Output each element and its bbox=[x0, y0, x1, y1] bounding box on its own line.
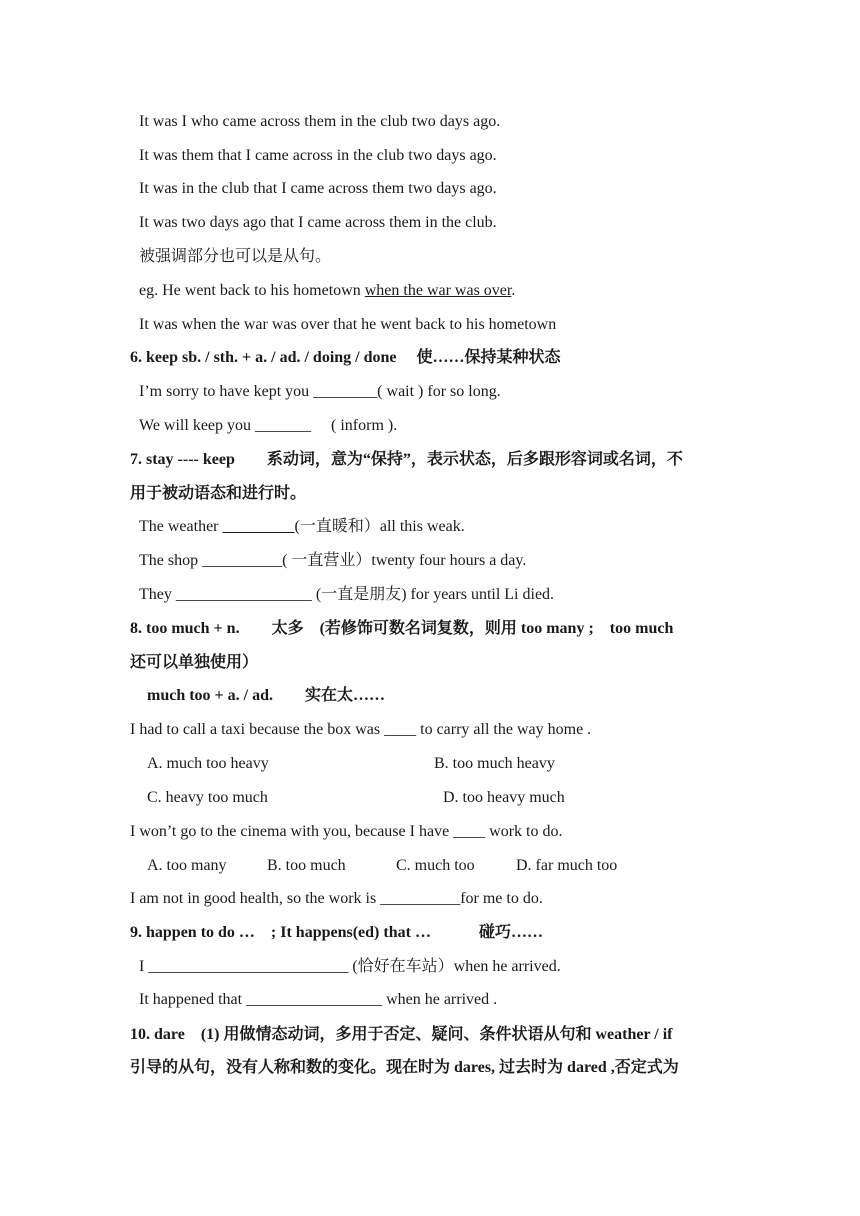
note-text: 被强调部分也可以是从句。 bbox=[139, 248, 332, 265]
exercise-line: It happened that _________________ when he arrived . bbox=[139, 991, 498, 1008]
exercise-line bbox=[139, 517, 465, 537]
option-d: D. too heavy much bbox=[443, 789, 565, 806]
example-text: eg. He went back to his hometown bbox=[139, 282, 365, 299]
option-d: D. far much too bbox=[516, 857, 618, 874]
example-text: . bbox=[511, 282, 516, 299]
question-stem: I had to call a taxi because the box was ____ to carry all the way home . bbox=[130, 721, 592, 738]
section-heading-7-cont: 用于被动语态和进行时。 bbox=[130, 485, 307, 502]
section-heading-7: 7. stay ---- keep 系动词，意为“保持”，表示状态，后多跟形容词或名词，不 bbox=[130, 451, 683, 468]
exercise-line: I _________________________ (恰好在车站）when he arrived. bbox=[139, 958, 561, 975]
example-sentence: It was when the war was over that he went back to his hometown bbox=[139, 316, 557, 333]
example-sentence: It was in the club that I came across them two days ago. bbox=[139, 180, 497, 197]
section-heading-8-cont: 还可以单独使用） bbox=[130, 654, 259, 671]
underlined-clause: when the war was over bbox=[364, 282, 512, 299]
exercise-line: We will keep you _______ ( inform ). bbox=[139, 417, 398, 434]
option-c: C. heavy too much bbox=[147, 789, 268, 806]
section-heading-9: 9. happen to do … ; It happens(ed) that … 碰巧…… bbox=[130, 924, 543, 941]
example-sentence bbox=[139, 281, 515, 301]
question-stem: I am not in good health, so the work is __________for me to do. bbox=[130, 890, 543, 907]
section-heading-10: 10. dare (1) 用做情态动词，多用于否定、疑问、条件状语从句和 weather / if bbox=[130, 1026, 673, 1043]
option-c: C. much too bbox=[396, 857, 475, 874]
exercise-line: The shop __________( 一直营业）twenty four hours a day. bbox=[139, 552, 527, 569]
option-a: A. much too heavy bbox=[147, 755, 269, 772]
blank: _________ bbox=[222, 518, 295, 535]
section-heading-6: 6. keep sb. / sth. + a. / ad. / doing / done 使……保持某种状态 bbox=[130, 349, 561, 366]
exercise-text: The weather bbox=[139, 518, 223, 535]
exercise-line: They _________________ (一直是朋友) for years until Li died. bbox=[139, 586, 555, 603]
exercise-line: I’m sorry to have kept you ________( wait ) for so long. bbox=[139, 383, 501, 400]
exercise-text: (一直暖和）all this weak. bbox=[294, 518, 465, 535]
section-heading-8: 8. too much + n. 太多 (若修饰可数名词复数，则用 too many ; too much bbox=[130, 620, 674, 637]
question-stem: I won’t go to the cinema with you, because I have ____ work to do. bbox=[130, 823, 563, 840]
example-sentence: It was two days ago that I came across them in the club. bbox=[139, 214, 497, 231]
example-sentence: It was I who came across them in the club two days ago. bbox=[139, 113, 501, 130]
section-heading-10-cont: 引导的从句，没有人称和数的变化。现在时为 dares, 过去时为 dared ,否定式为 bbox=[130, 1059, 679, 1076]
option-b: B. too much heavy bbox=[434, 755, 555, 772]
example-sentence: It was them that I came across in the club two days ago. bbox=[139, 147, 497, 164]
option-b: B. too much bbox=[267, 857, 346, 874]
option-a: A. too many bbox=[147, 857, 227, 874]
subheading: much too + a. / ad. 实在太…… bbox=[147, 687, 386, 704]
